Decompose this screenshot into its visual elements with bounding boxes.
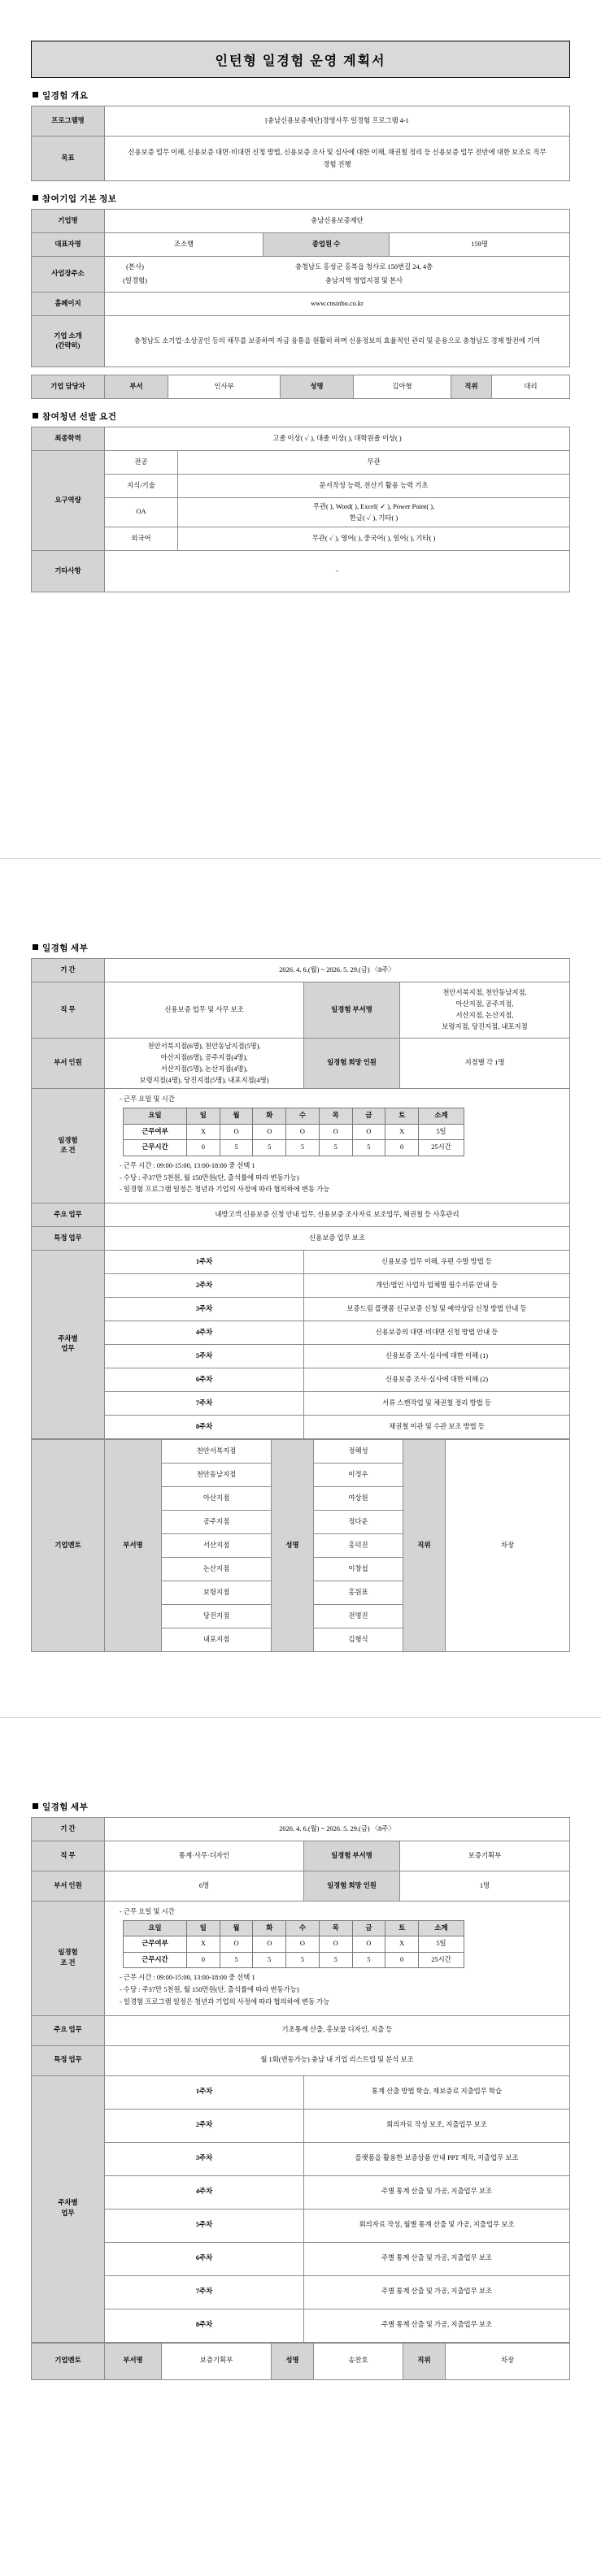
page-2 <box>0 859 601 1717</box>
week-number: 4주차 <box>105 2175 304 2209</box>
address-hq-key: (본사) <box>126 263 144 271</box>
table-row <box>32 1321 570 1344</box>
section-heading-detail-1-label: 일경험 세부 <box>42 944 89 953</box>
schedule-header-cell: 화 <box>253 1108 286 1125</box>
period-label-2: 기 간 <box>32 1818 105 1841</box>
table-row <box>32 2142 570 2175</box>
week-task: 서류 스캔작업 및 채권철 정리 방법 등 <box>304 1391 570 1415</box>
homepage-label: 홈페이지 <box>32 293 105 316</box>
week-number: 4주차 <box>105 1321 304 1344</box>
section-heading-company <box>33 193 570 205</box>
page-3 <box>0 1718 601 2576</box>
table-row <box>32 1415 570 1438</box>
requirements-table <box>31 427 570 592</box>
schedule-cell: 5 <box>220 1140 253 1156</box>
schedule-header-cell: 수 <box>286 1108 320 1125</box>
table-row <box>32 551 570 592</box>
condition-notes-2 <box>120 1972 566 2008</box>
week-number: 7주차 <box>105 1391 304 1415</box>
mentor-table-2 <box>31 2343 570 2380</box>
section-heading-detail-2-label: 일경험 세부 <box>42 1803 89 1812</box>
week-number: 1주차 <box>105 2075 304 2109</box>
condition-notes-1 <box>120 1160 566 1196</box>
special-task-value-2: 월 1회(변동가능) 충남 내 기업 리스트업 및 분석 보조 <box>105 2045 570 2075</box>
schedule-header-cell: 일 <box>187 1920 220 1936</box>
period-value-1: 2026. 4. 6.(월) ~ 2026. 5. 29.(금) 〈8주〉 <box>105 959 570 982</box>
company-contact-table <box>31 375 570 399</box>
schedule-row-label: 근무시간 <box>124 1140 187 1156</box>
mentor-dept: 논산지점 <box>162 1557 272 1581</box>
week-number: 8주차 <box>105 1415 304 1438</box>
schedule-cell: X <box>385 1936 419 1953</box>
table-row <box>32 137 570 181</box>
table-row <box>32 2015 570 2045</box>
table-row <box>124 1952 464 1968</box>
schedule-cell: X <box>187 1124 220 1140</box>
table-row <box>32 293 570 316</box>
table-row <box>32 1089 570 1203</box>
weekly-task-label-line1: 주차별 <box>58 1334 78 1342</box>
oa-label: OA <box>105 498 178 527</box>
week-task: 주별 통계 산출 및 가공, 지출업무 보조 <box>304 2309 570 2342</box>
table-row <box>32 2343 570 2379</box>
work-dept-value-1 <box>400 982 570 1039</box>
schedule-cell: 0 <box>385 1140 419 1156</box>
wanted-headcount-value-2: 1명 <box>400 1871 570 1902</box>
work-dept-line: 보령지점, 당진지점, 내포지점 <box>442 1022 528 1030</box>
program-name-label: 프로그램명 <box>32 106 105 137</box>
week-task: 회의자료 작성, 월별 통계 산출 및 가공, 지출업무 보조 <box>304 2209 570 2242</box>
section-heading-requirements-label: 참여청년 선발 요건 <box>42 413 117 423</box>
schedule-cell: 5 <box>253 1140 286 1156</box>
company-name-value: 충남신용보증재단 <box>105 210 570 233</box>
job-value-1: 신용보증 업무 및 사무 보조 <box>105 982 304 1039</box>
schedule-cell: O <box>352 1936 385 1953</box>
mentor-name-label-1: 성명 <box>272 1439 314 1651</box>
week-number: 1주차 <box>105 1250 304 1273</box>
schedule-header-cell: 수 <box>286 1920 320 1936</box>
mentor-dept: 천안동남지점 <box>162 1463 272 1486</box>
job-label-1: 직 무 <box>32 982 105 1039</box>
table-row <box>32 1902 570 2016</box>
condition-label-line2: 조 건 <box>60 1147 76 1155</box>
mentor-position-label-2: 직위 <box>403 2343 446 2379</box>
table-row <box>32 959 570 982</box>
condition-intro-2: - 근무 요일 및 시간 <box>120 1908 175 1915</box>
dept-headcount-value-1 <box>105 1039 304 1089</box>
week-task: 주별 통계 산출 및 가공, 지출업무 보조 <box>304 2175 570 2209</box>
condition-note: - 근무 시간 : 09:00-15:00, 13:00-18:00 중 선택 1 <box>120 1161 255 1169</box>
mentor-label-2: 기업멘토 <box>32 2343 105 2379</box>
special-task-value-1: 신용보증 업무 보조 <box>105 1226 570 1250</box>
schedule-header-cell: 토 <box>385 1108 419 1125</box>
contact-position-value: 대리 <box>492 375 570 399</box>
condition-label-line1: 일경험 <box>58 1136 78 1144</box>
condition-label-line2: 조 건 <box>60 1958 76 1967</box>
schedule-row-label: 근무시간 <box>124 1952 187 1968</box>
mentor-name: 홍원표 <box>314 1581 403 1604</box>
schedule-row-label: 근무여부 <box>124 1936 187 1953</box>
major-value: 무관 <box>178 451 570 475</box>
week-number: 2주차 <box>105 2109 304 2142</box>
table-row <box>124 1108 464 1125</box>
wanted-headcount-label-1: 일경험 희망 인원 <box>304 1039 400 1089</box>
employees-label: 종업원 수 <box>263 233 390 257</box>
week-number: 2주차 <box>105 1273 304 1297</box>
schedule-cell: 5 <box>286 1952 320 1968</box>
table-row <box>32 475 570 498</box>
week-task: 신용보증 조사·심사에 대한 이해 (1) <box>304 1344 570 1368</box>
section-bullet-icon <box>33 195 38 201</box>
table-row <box>124 1920 464 1936</box>
table-row <box>32 1841 570 1871</box>
table-row <box>32 1297 570 1321</box>
work-dept-label-2: 일경험 부서명 <box>304 1841 400 1871</box>
schedule-cell: 0 <box>187 1140 220 1156</box>
weekly-task-label-line2: 업무 <box>61 2210 75 2218</box>
table-row <box>32 1226 570 1250</box>
week-task: 신용보증의 대면·비대면 신청 방법 안내 등 <box>304 1321 570 1344</box>
page-1 <box>0 0 601 858</box>
dept-headcount-line: 아산지점(6명), 공주지점(4명), <box>160 1053 248 1061</box>
mentor-dept: 보령지점 <box>162 1581 272 1604</box>
work-schedule-table-2 <box>123 1920 464 1969</box>
period-value-2: 2026. 4. 6.(월) ~ 2026. 5. 29.(금) 〈8주〉 <box>105 1818 570 1841</box>
education-label: 최종학력 <box>32 427 105 451</box>
week-task: 신용보증 업무 이해, 우편 수발 방법 등 <box>304 1250 570 1273</box>
mentor-dept: 서산지점 <box>162 1533 272 1557</box>
mentor-position-1: 차장 <box>446 1439 570 1651</box>
special-task-label-1: 특정 업무 <box>32 1226 105 1250</box>
etc-label: 기타사항 <box>32 551 105 592</box>
schedule-cell: 0 <box>187 1952 220 1968</box>
mentor-dept: 당진지점 <box>162 1604 272 1628</box>
week-task: 보증드림 플랫폼 신규보증 신청 및 예약상담 신청 방법 안내 등 <box>304 1297 570 1321</box>
contact-position-label: 직위 <box>451 375 492 399</box>
section-heading-overview-label: 일경험 개요 <box>42 92 89 101</box>
schedule-cell: 5 <box>352 1140 385 1156</box>
address-work-value: 충남지역 영업지점 및 본사 <box>324 276 403 284</box>
schedule-header-cell: 요일 <box>124 1108 187 1125</box>
job-label-2: 직 무 <box>32 1841 105 1871</box>
table-row <box>32 498 570 527</box>
dept-headcount-line: 천안서북지점(6명), 천안동남지점(5명), <box>147 1043 261 1050</box>
section-heading-detail-2 <box>33 1801 570 1813</box>
etc-value: - <box>105 551 570 592</box>
week-number: 3주차 <box>105 1297 304 1321</box>
table-row <box>32 1391 570 1415</box>
table-row <box>32 1273 570 1297</box>
main-task-value-1: 내방고객 신용보증 신청 안내 업무, 신용보증 조사자료 보조업무, 채권철 등 사후관리 <box>105 1203 570 1226</box>
work-dept-value-2: 보증기획부 <box>400 1841 570 1871</box>
program-name-value: [충남신용보증재단]경영사무 일경험 프로그램 4-1 <box>105 106 570 137</box>
table-row <box>124 1936 464 1953</box>
week-task: 주별 통계 산출 및 가공, 지출업무 보조 <box>304 2275 570 2309</box>
company-intro-label-line1: 기업 소개 <box>54 332 82 340</box>
table-row <box>32 451 570 475</box>
schedule-header-cell: 금 <box>352 1920 385 1936</box>
section-bullet-icon <box>33 1803 38 1809</box>
mentor-table-1 <box>31 1439 570 1652</box>
document-title: 인턴형 일경험 운영 계획서 <box>31 41 570 78</box>
mentor-name-label-2: 성명 <box>272 2343 314 2379</box>
table-row <box>32 1871 570 1902</box>
section-heading-company-label: 참여기업 기본 정보 <box>42 195 117 204</box>
table-row <box>32 427 570 451</box>
period-label-1: 기 간 <box>32 959 105 982</box>
oa-value <box>178 498 570 527</box>
condition-label-2 <box>32 1902 105 2016</box>
address-work-key: (일경험) <box>123 276 147 284</box>
schedule-cell: 5 <box>286 1140 320 1156</box>
education-value: 고졸 이상( ✓ ), 대졸 이상( ), 대학원졸 이상( ) <box>105 427 570 451</box>
section-heading-overview <box>33 89 570 102</box>
condition-note: - 일경험 프로그램 일정은 청년과 기업의 사정에 따라 협의하에 변동 가능 <box>120 1997 330 2006</box>
knowledge-label: 지식/기술 <box>105 475 178 498</box>
week-task: 통계 산출 방법 학습, 재보증료 지출업무 학습 <box>304 2075 570 2109</box>
table-row <box>32 1250 570 1273</box>
mentor-name: 홍덕진 <box>314 1533 403 1557</box>
week-number: 6주차 <box>105 2242 304 2275</box>
schedule-cell: X <box>385 1124 419 1140</box>
wanted-headcount-label-2: 일경험 희망 인원 <box>304 1871 400 1902</box>
major-label: 전공 <box>105 451 178 475</box>
mentor-dept-label-1: 부서명 <box>105 1439 162 1651</box>
foreign-language-label: 외국어 <box>105 527 178 551</box>
detail-table-2 <box>31 1817 570 2343</box>
week-task: 회의자료 작성 보조, 지출업무 보조 <box>304 2109 570 2142</box>
week-number: 8주차 <box>105 2309 304 2342</box>
schedule-header-cell: 목 <box>319 1920 352 1936</box>
mentor-name: 이창섭 <box>314 1557 403 1581</box>
work-dept-line: 아산지점, 공주지점, <box>455 1000 514 1008</box>
schedule-cell: 5 <box>352 1952 385 1968</box>
table-row <box>32 1818 570 1841</box>
dept-headcount-label-1: 부서 인원 <box>32 1039 105 1089</box>
condition-label-1 <box>32 1089 105 1203</box>
wanted-headcount-value-1: 지점별 각 1명 <box>400 1039 570 1089</box>
schedule-cell: 0 <box>385 1952 419 1968</box>
table-row <box>32 1039 570 1089</box>
schedule-cell: O <box>286 1936 320 1953</box>
table-row <box>32 2275 570 2309</box>
company-intro-label-line2: (간략히) <box>55 342 81 350</box>
mentor-dept: 내포지점 <box>162 1628 272 1651</box>
schedule-header-cell: 소계 <box>419 1108 464 1125</box>
condition-note: - 일경험 프로그램 일정은 청년과 기업의 사정에 따라 협의하에 변동 가능 <box>120 1186 330 1194</box>
week-number: 5주차 <box>105 1344 304 1368</box>
schedule-cell: 5 <box>319 1952 352 1968</box>
special-task-label-2: 특정 업무 <box>32 2045 105 2075</box>
table-row <box>32 1203 570 1226</box>
table-row <box>32 1368 570 1391</box>
schedule-header-cell: 일 <box>187 1108 220 1125</box>
weekly-task-label-line1: 주차별 <box>58 2199 78 2207</box>
contact-name-label: 성명 <box>281 375 354 399</box>
mentor-position-2: 차장 <box>446 2343 570 2379</box>
table-row <box>32 2109 570 2142</box>
address-work-row <box>108 275 566 288</box>
dept-headcount-line: 서산지점(5명), 논산지점(4명), <box>160 1065 248 1073</box>
table-row <box>32 106 570 137</box>
table-row <box>124 1124 464 1140</box>
company-intro-value: 충청남도 소기업·소상공인 등의 채무를 보증하여 자금 융통을 원활히 하며 신용정보의 효율적인 관리 및 운용으로 충청남도 경제 발전에 기여 <box>105 316 570 367</box>
company-name-label: 기업명 <box>32 210 105 233</box>
work-dept-label-1: 일경험 부서명 <box>304 982 400 1039</box>
mentor-dept: 천안서북지점 <box>162 1439 272 1463</box>
goal-value: 신용보증 업무 이해, 신용보증 대면·비대면 신청 방법, 신용보증 조사 및 심사에 대한 이해, 채권철 정리 등 신용보증 업무 전반에 대한 보조로 직무 경험 진행 <box>105 137 570 181</box>
mentor-dept-2: 보증기획부 <box>162 2343 272 2379</box>
mentor-dept-label-2: 부서명 <box>105 2343 162 2379</box>
table-row <box>32 257 570 293</box>
mentor-name: 여상원 <box>314 1486 403 1510</box>
condition-note: - 수당 : 주37만 5천원, 월 150만원(단, 출석률에 따라 변동가능) <box>120 1173 299 1182</box>
table-row <box>32 1439 570 1463</box>
table-row <box>32 1344 570 1368</box>
table-row <box>32 2075 570 2109</box>
schedule-cell: X <box>187 1936 220 1953</box>
work-dept-line: 서산지점, 논산지점, <box>455 1012 514 1019</box>
job-value-2: 통계·사무·디자인 <box>105 1841 304 1871</box>
weekly-task-label-2 <box>32 2075 105 2342</box>
goal-label: 목표 <box>32 137 105 181</box>
mentor-position-label-1: 직위 <box>403 1439 446 1651</box>
condition-label-line1: 일경험 <box>58 1949 78 1957</box>
weekly-task-label-line2: 업무 <box>61 1345 75 1353</box>
schedule-cell: O <box>352 1124 385 1140</box>
oa-value-line1: 무관( ), Word( ), Excel( ✓ ), Power Point( ), <box>312 503 435 511</box>
schedule-cell: 5일 <box>419 1124 464 1140</box>
schedule-header-cell: 월 <box>220 1920 253 1936</box>
ceo-label: 대표자명 <box>32 233 105 257</box>
schedule-row-label: 근무여부 <box>124 1124 187 1140</box>
condition-note: - 수당 : 주37만 5천원, 월 150만원(단, 출석률에 따라 변동가능) <box>120 1986 299 1994</box>
week-number: 7주차 <box>105 2275 304 2309</box>
knowledge-value: 문서작성 능력, 전산기 활용 능력 기초 <box>178 475 570 498</box>
condition-note: - 근무 시간 : 09:00-15:00, 13:00-18:00 중 선택 1 <box>120 1974 255 1982</box>
oa-value-line2: 한글( ✓ ), 기타( ) <box>349 514 398 522</box>
address-hq-value: 충청남도 홍성군 홍북읍 청사로 150번길 24, 4층 <box>294 263 433 271</box>
schedule-cell: 5일 <box>419 1936 464 1953</box>
week-number: 6주차 <box>105 1368 304 1391</box>
main-task-value-2: 기초통계 산출, 홍보물 디자인, 지출 등 <box>105 2015 570 2045</box>
schedule-cell: O <box>220 1936 253 1953</box>
mentor-dept: 공주지점 <box>162 1510 272 1533</box>
schedule-header-cell: 목 <box>319 1108 352 1125</box>
condition-intro-1: - 근무 요일 및 시간 <box>120 1095 175 1104</box>
dept-headcount-label-2: 부서 인원 <box>32 1871 105 1902</box>
work-schedule-table-1 <box>123 1108 464 1156</box>
contact-dept-value: 인사부 <box>168 375 281 399</box>
mentor-label-1: 기업멘토 <box>32 1439 105 1651</box>
overview-table <box>31 106 570 181</box>
mentor-name: 이정우 <box>314 1463 403 1486</box>
table-row <box>32 210 570 233</box>
ceo-value: 조소행 <box>105 233 263 257</box>
dept-headcount-line: 보령지점(4명), 당진지점(5명), 내포지점(4명) <box>139 1076 269 1084</box>
week-task: 주별 통계 산출 및 가공, 지출업무 보조 <box>304 2242 570 2275</box>
schedule-cell: O <box>253 1936 286 1953</box>
schedule-header-cell: 토 <box>385 1920 419 1936</box>
mentor-name: 김형식 <box>314 1628 403 1651</box>
section-bullet-icon <box>33 413 38 418</box>
table-row <box>124 1140 464 1156</box>
mentor-dept: 아산지점 <box>162 1486 272 1510</box>
schedule-cell: O <box>220 1124 253 1140</box>
schedule-header-cell: 금 <box>352 1108 385 1125</box>
week-number: 3주차 <box>105 2142 304 2175</box>
table-row <box>32 527 570 551</box>
dept-headcount-value-2: 6명 <box>105 1871 304 1902</box>
contact-name-value: 김아형 <box>354 375 451 399</box>
schedule-cell: 5 <box>220 1952 253 1968</box>
table-row <box>32 2309 570 2342</box>
schedule-header-cell: 소계 <box>419 1920 464 1936</box>
table-row <box>32 316 570 367</box>
company-info-table <box>31 209 570 367</box>
main-task-label-2: 주요 업무 <box>32 2015 105 2045</box>
schedule-cell: O <box>253 1124 286 1140</box>
table-row <box>32 2175 570 2209</box>
mentor-name: 정다운 <box>314 1510 403 1533</box>
schedule-cell: 25시간 <box>419 1952 464 1968</box>
schedule-cell: O <box>319 1124 352 1140</box>
mentor-name-2: 송찬호 <box>314 2343 403 2379</box>
table-row <box>32 2045 570 2075</box>
schedule-cell: O <box>319 1936 352 1953</box>
schedule-header-cell: 월 <box>220 1108 253 1125</box>
week-task: 채권철 이관 및 수관 보조 방법 등 <box>304 1415 570 1438</box>
table-row <box>32 233 570 257</box>
table-row <box>32 375 570 399</box>
homepage-value: www.cnsinbo.co.kr <box>105 293 570 316</box>
work-dept-line: 천안서북지점, 천안동남지점, <box>442 989 527 997</box>
week-task: 개인/법인 사업자 업체별 필수서류 안내 등 <box>304 1273 570 1297</box>
table-row <box>32 2242 570 2275</box>
section-heading-requirements <box>33 410 570 423</box>
schedule-cell: O <box>286 1124 320 1140</box>
main-task-label-1: 주요 업무 <box>32 1203 105 1226</box>
competency-label: 요구역량 <box>32 451 105 551</box>
contact-label: 기업 담당자 <box>32 375 105 399</box>
employees-value: 159명 <box>390 233 570 257</box>
contact-dept-label: 부서 <box>105 375 168 399</box>
week-task: 신용보증 조사·심사에 대한 이해 (2) <box>304 1368 570 1391</box>
week-number: 5주차 <box>105 2209 304 2242</box>
schedule-cell: 25시간 <box>419 1140 464 1156</box>
schedule-cell: 5 <box>253 1952 286 1968</box>
week-task: 플랫폼을 활용한 보증상품 안내 PPT 제작, 지출업무 보조 <box>304 2142 570 2175</box>
schedule-cell: 5 <box>319 1140 352 1156</box>
address-label: 사업장주소 <box>32 257 105 293</box>
company-intro-label <box>32 316 105 367</box>
section-bullet-icon <box>33 92 38 98</box>
mentor-name: 정해성 <box>314 1439 403 1463</box>
table-row <box>32 2209 570 2242</box>
section-heading-detail-1 <box>33 942 570 954</box>
section-bullet-icon <box>33 944 38 950</box>
mentor-name: 전명진 <box>314 1604 403 1628</box>
detail-table-1 <box>31 958 570 1439</box>
table-row <box>32 982 570 1039</box>
schedule-header-cell: 화 <box>253 1920 286 1936</box>
schedule-header-cell: 요일 <box>124 1920 187 1936</box>
foreign-language-value: 무관( ✓ ), 영어( ), 중국어( ), 일어( ), 기타( ) <box>178 527 570 551</box>
weekly-task-label-1 <box>32 1250 105 1438</box>
address-hq-row <box>108 261 566 275</box>
